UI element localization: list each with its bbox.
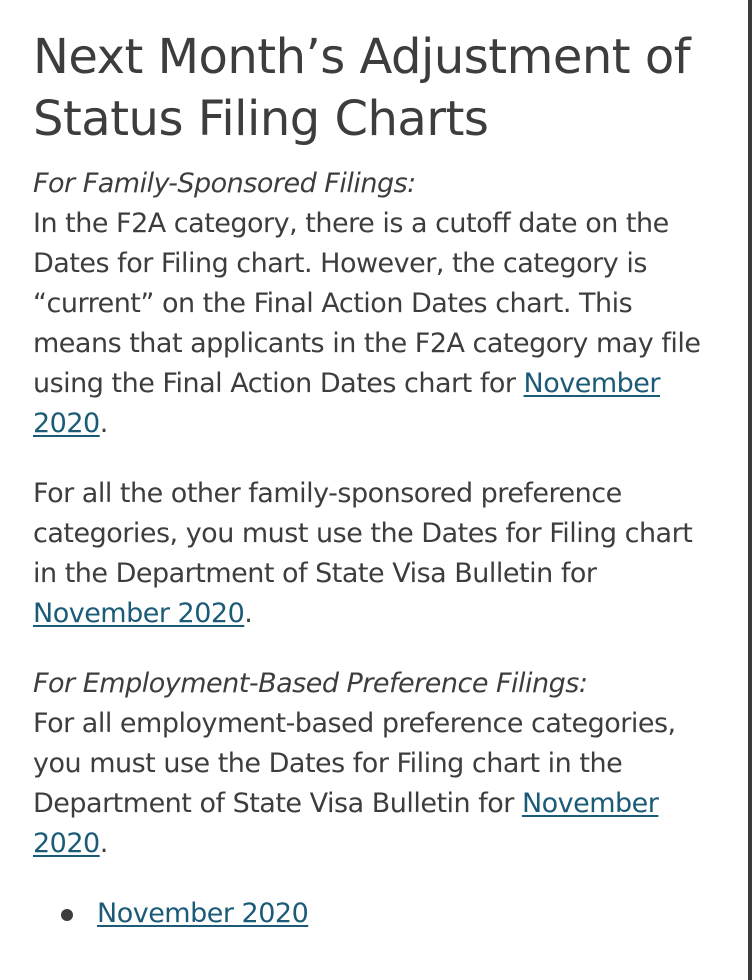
family-paragraph-2-text: For all the other family-sponsored preference categories, you must use the Dates for Filing chart in the Department of State Visa Bulletin for (33, 478, 693, 589)
family-paragraph-1-text: In the F2A category, there is a cutoff date on the Dates for Filing chart. However, the category is “current” on the Final Action Dates chart. This means that applicants in the F2A category may file using the Final Action Dates chart for (33, 208, 701, 399)
family-november-2020-link-2[interactable]: November 2020 (33, 598, 245, 629)
employment-paragraph-end: . (99, 828, 108, 859)
bulletin-list-link-november-2020[interactable]: November 2020 (97, 898, 309, 929)
employment-november-2020-link[interactable]: November 2020 (33, 788, 659, 859)
employment-section-heading: For Employment-Based Preference Filings: (33, 668, 588, 699)
family-paragraph-1-end: . (99, 408, 108, 439)
family-paragraph-2 (33, 474, 723, 634)
article-content (33, 26, 723, 934)
list-item (33, 894, 723, 934)
page-title: Next Month’s Adjustment of Status Filing Charts (33, 29, 691, 147)
family-section-heading: For Family-Sponsored Filings: (33, 168, 416, 199)
family-paragraph-2-end: . (244, 598, 253, 629)
employment-paragraph-text: For all employment-based preference categories, you must use the Dates for Filing chart in the Department of State Visa Bulletin for (33, 708, 676, 819)
bullet-icon (61, 909, 73, 921)
family-paragraph-1 (33, 164, 723, 444)
employment-paragraph (33, 664, 723, 864)
page-edge-rule (748, 0, 752, 980)
bulletin-link-list (33, 894, 723, 934)
family-november-2020-link-1[interactable]: November 2020 (33, 368, 660, 439)
